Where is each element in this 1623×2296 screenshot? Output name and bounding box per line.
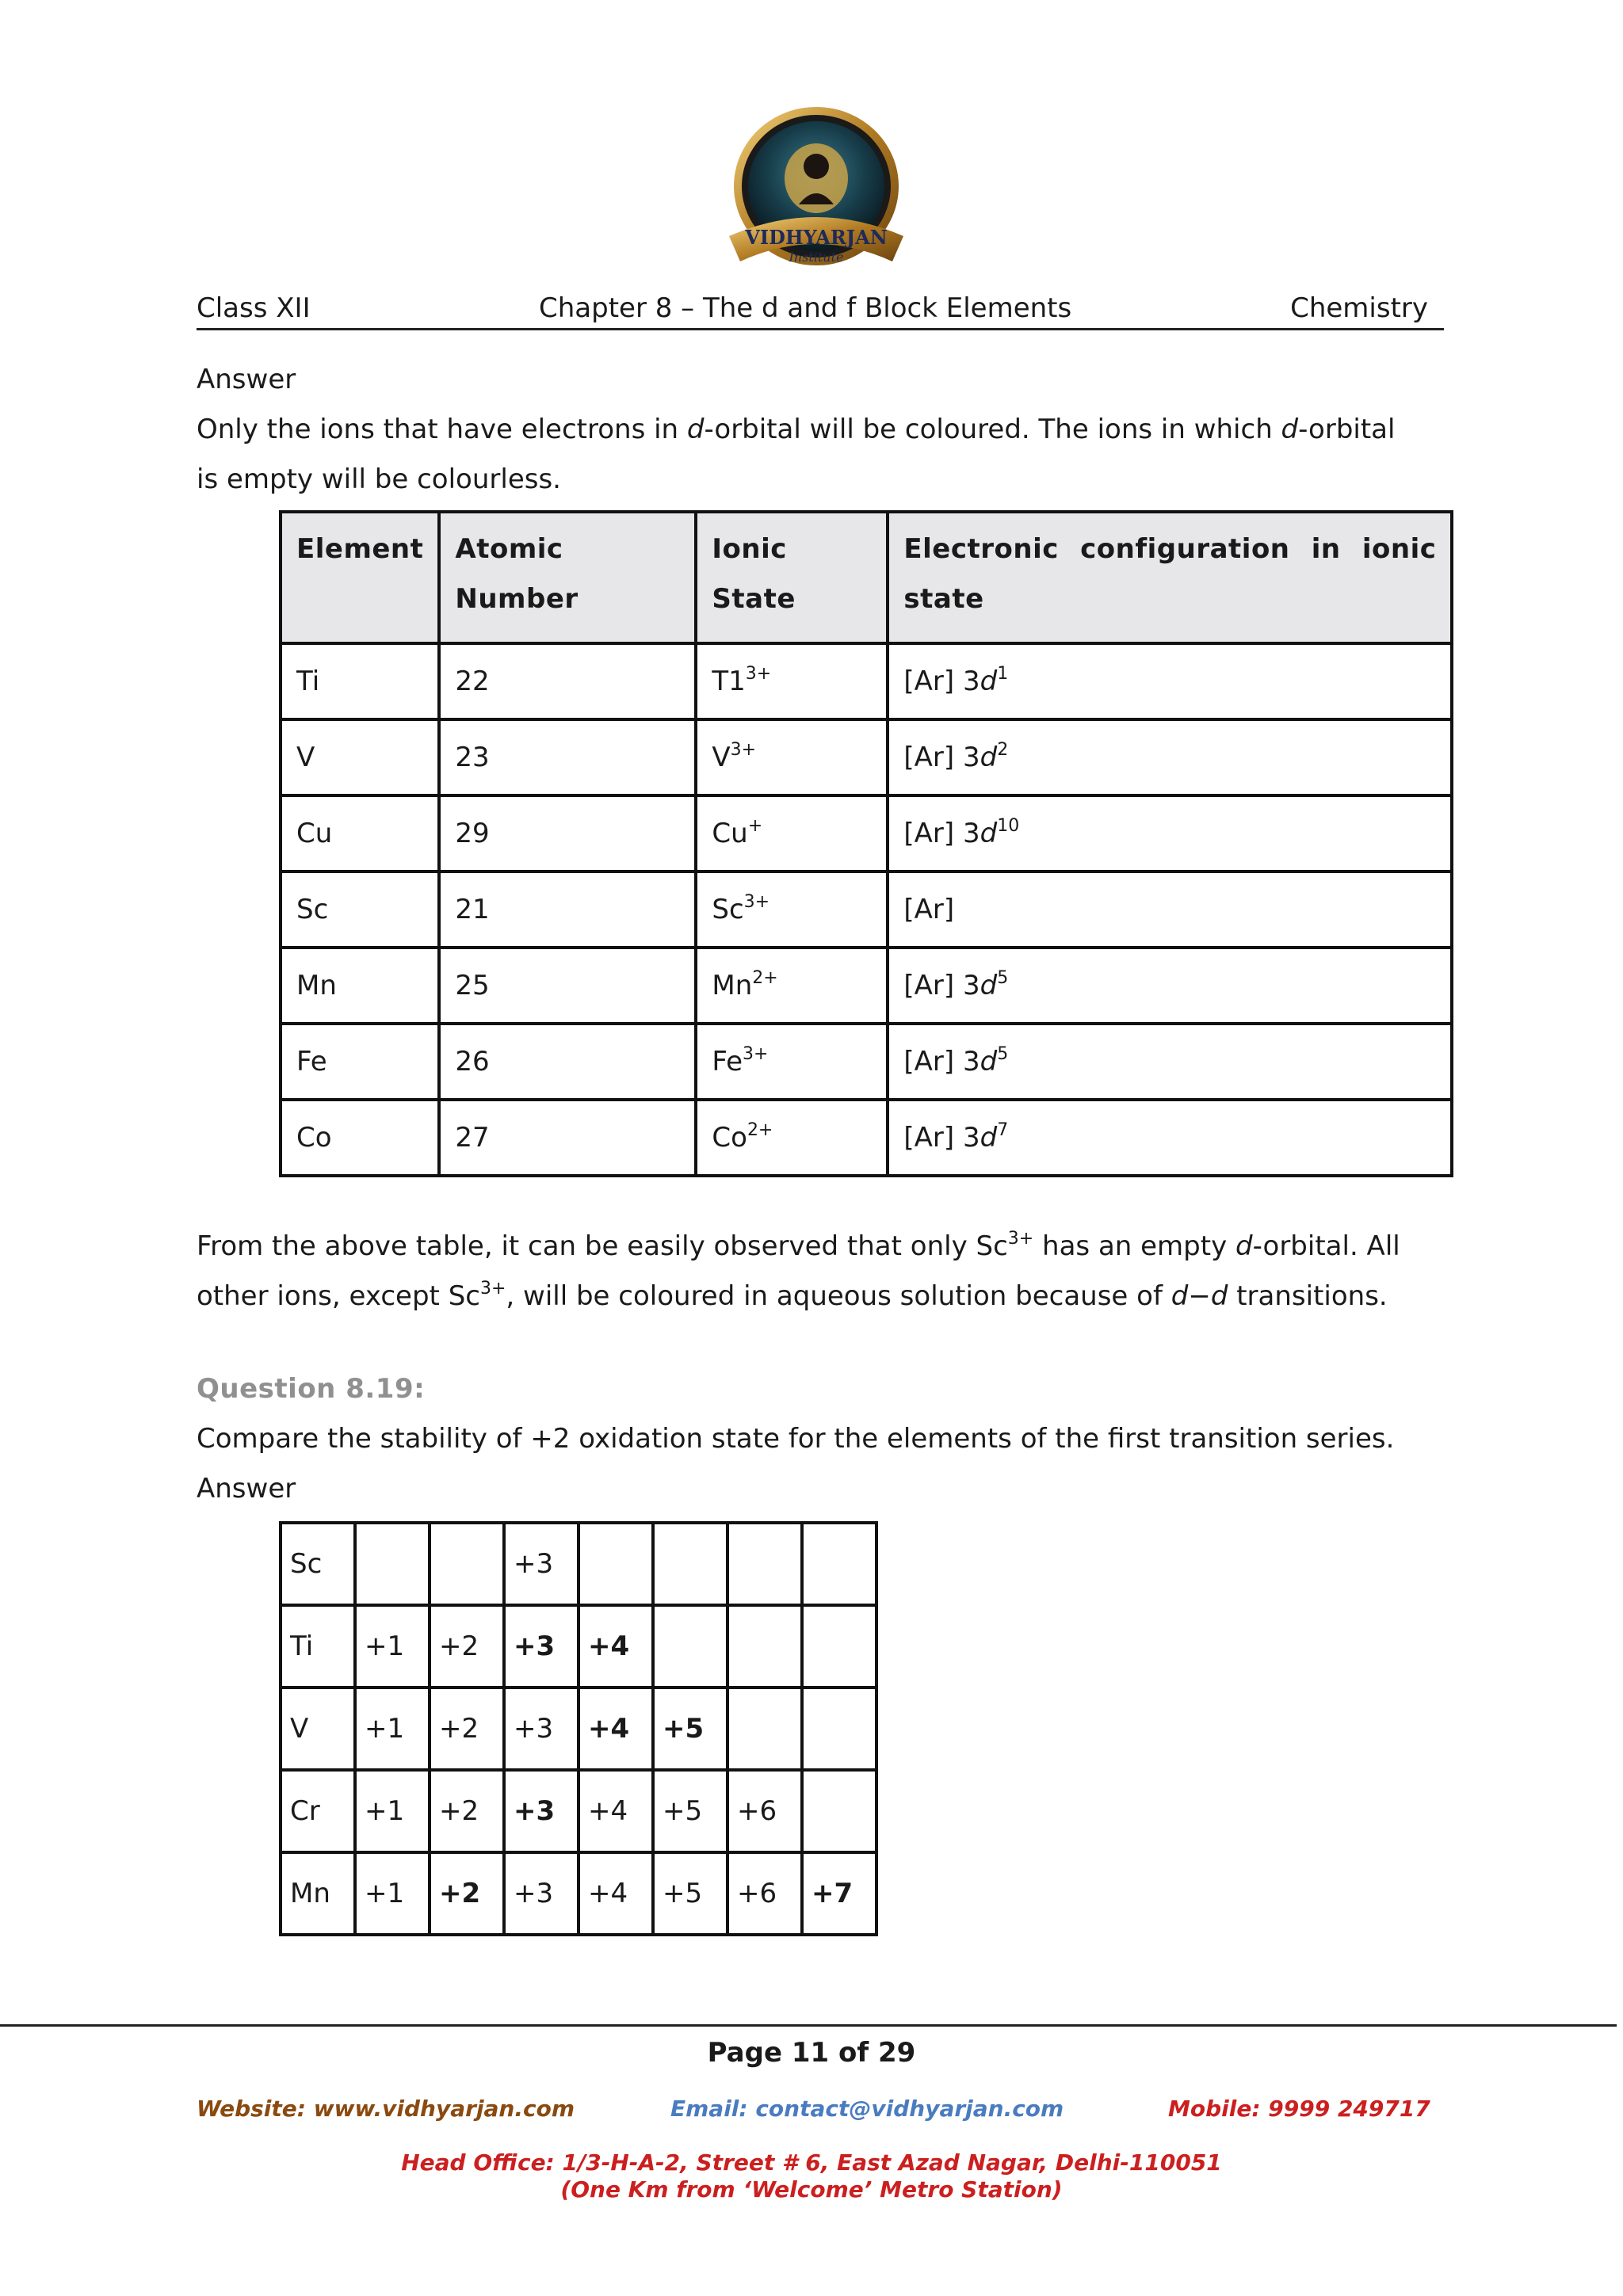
header-ionic-state: Ionic State xyxy=(696,512,888,643)
table-header-row xyxy=(281,512,1452,643)
cell-configuration: [Ar] $3d^7$ xyxy=(888,1100,1452,1176)
cell-oxidation-state xyxy=(653,1523,727,1605)
cell-ionic-state: $Co^{2+}$ xyxy=(696,1100,888,1176)
cell-configuration: [Ar] $3d^1$ xyxy=(888,643,1452,719)
cell-oxidation-state xyxy=(430,1523,504,1605)
cell-element: Cu xyxy=(281,795,439,871)
cell-oxidation-state: +4 xyxy=(579,1770,653,1852)
table-row xyxy=(281,948,1452,1024)
table-row xyxy=(281,1688,876,1770)
logo-subtitle: Institute xyxy=(789,250,844,265)
cell-oxidation-state xyxy=(653,1605,727,1688)
footer-divider xyxy=(0,2024,1617,2027)
cell-element: Mn xyxy=(281,1852,355,1935)
cell-oxidation-state: +1 xyxy=(355,1770,430,1852)
cell-oxidation-state: +3 xyxy=(504,1852,579,1935)
cell-oxidation-state xyxy=(355,1523,430,1605)
page-header xyxy=(197,288,1444,330)
cell-oxidation-state: +5 xyxy=(653,1688,727,1770)
table-row xyxy=(281,1605,876,1688)
footer-email[interactable]: Email: contact@vidhyarjan.com xyxy=(670,2096,1064,2122)
conclusion-line2: other ions, except $Sc^{3+}$, will be coloured in aqueous solution because of d−d transitions. xyxy=(197,1278,1388,1312)
cell-oxidation-state: +4 xyxy=(579,1605,653,1688)
cell-element: V xyxy=(281,1688,355,1770)
cell-element: Sc xyxy=(281,871,439,948)
footer-mobile: Mobile: 9999 249717 xyxy=(1168,2096,1430,2122)
footer-website[interactable]: Website: www.vidhyarjan.com xyxy=(197,2096,575,2122)
cell-ionic-state: $V^{3+}$ xyxy=(696,719,888,795)
cell-oxidation-state xyxy=(579,1523,653,1605)
answer-text-line2: is empty will be colourless. xyxy=(197,463,561,495)
question-title: Question 8.19: xyxy=(197,1373,426,1405)
cell-oxidation-state xyxy=(802,1688,876,1770)
cell-oxidation-state: +2 xyxy=(430,1770,504,1852)
cell-element: Mn xyxy=(281,948,439,1024)
oxidation-states-table xyxy=(279,1521,878,1936)
cell-atomic-number: 22 xyxy=(439,643,696,719)
ionic-configuration-table xyxy=(279,510,1453,1177)
cell-oxidation-state: +6 xyxy=(727,1770,802,1852)
cell-configuration: [Ar] $3d^5$ xyxy=(888,948,1452,1024)
cell-atomic-number: 25 xyxy=(439,948,696,1024)
page-number: Page 11 of 29 xyxy=(707,2037,916,2069)
cell-oxidation-state: +3 xyxy=(504,1688,579,1770)
cell-oxidation-state xyxy=(727,1688,802,1770)
cell-element: Ti xyxy=(281,643,439,719)
cell-oxidation-state xyxy=(802,1770,876,1852)
cell-oxidation-state: +3 xyxy=(504,1523,579,1605)
table-row xyxy=(281,1024,1452,1100)
cell-ionic-state: $Mn^{2+}$ xyxy=(696,948,888,1024)
cell-element: Cr xyxy=(281,1770,355,1852)
cell-configuration: [Ar] xyxy=(888,871,1452,948)
cell-oxidation-state: +2 xyxy=(430,1852,504,1935)
cell-atomic-number: 21 xyxy=(439,871,696,948)
cell-configuration: [Ar] $3d^2$ xyxy=(888,719,1452,795)
cell-oxidation-state xyxy=(802,1523,876,1605)
cell-atomic-number: 27 xyxy=(439,1100,696,1176)
cell-oxidation-state: +4 xyxy=(579,1852,653,1935)
table-row xyxy=(281,719,1452,795)
cell-oxidation-state: +4 xyxy=(579,1688,653,1770)
header-element: Element xyxy=(281,512,439,643)
header-electronic-configuration: Electronic configuration in ionic state xyxy=(888,512,1452,643)
cell-oxidation-state: +6 xyxy=(727,1852,802,1935)
cell-ionic-state: Cu+ xyxy=(696,795,888,871)
answer-label-2: Answer xyxy=(197,1473,296,1505)
header-class: Class XII xyxy=(197,292,311,324)
question-text: Compare the stability of +2 oxidation state for the elements of the first transition series. xyxy=(197,1423,1395,1455)
header-subject: Chemistry xyxy=(1290,292,1428,324)
cell-oxidation-state: +3 xyxy=(504,1605,579,1688)
cell-oxidation-state: +1 xyxy=(355,1605,430,1688)
cell-element: Sc xyxy=(281,1523,355,1605)
footer-address: Head Office: 1/3-H-A-2, Street # 6, East Azad Nagar, Delhi-110051 xyxy=(401,2149,1222,2176)
cell-oxidation-state xyxy=(727,1523,802,1605)
cell-oxidation-state xyxy=(727,1605,802,1688)
table-row xyxy=(281,795,1452,871)
cell-oxidation-state: +3 xyxy=(504,1770,579,1852)
cell-element: Fe xyxy=(281,1024,439,1100)
table-row xyxy=(281,1770,876,1852)
cell-oxidation-state xyxy=(802,1605,876,1688)
answer-text-line1: Only the ions that have electrons in d-orbital will be coloured. The ions in which d-orbital xyxy=(197,414,1396,445)
cell-oxidation-state: +5 xyxy=(653,1770,727,1852)
cell-oxidation-state: +1 xyxy=(355,1852,430,1935)
cell-oxidation-state: +7 xyxy=(802,1852,876,1935)
cell-element: Co xyxy=(281,1100,439,1176)
logo-name: VIDHYARJAN xyxy=(745,226,888,249)
header-atomic-number: Atomic Number xyxy=(439,512,696,643)
cell-ionic-state: $T1^{3+}$ xyxy=(696,643,888,719)
table-row xyxy=(281,1100,1452,1176)
cell-oxidation-state: +2 xyxy=(430,1605,504,1688)
cell-oxidation-state: +5 xyxy=(653,1852,727,1935)
institute-logo xyxy=(713,103,919,293)
cell-atomic-number: 26 xyxy=(439,1024,696,1100)
conclusion-line1: From the above table, it can be easily observed that only $Sc^{3+}$ has an empty d-orbital. All xyxy=(197,1228,1400,1262)
cell-oxidation-state: +1 xyxy=(355,1688,430,1770)
cell-ionic-state: $Sc^{3+}$ xyxy=(696,871,888,948)
answer-label: Answer xyxy=(197,364,296,395)
cell-element: Ti xyxy=(281,1605,355,1688)
cell-configuration: [Ar] $3d^5$ xyxy=(888,1024,1452,1100)
footer-landmark: (One Km from ‘Welcome’ Metro Station) xyxy=(560,2176,1063,2203)
table-row xyxy=(281,643,1452,719)
table-row xyxy=(281,1852,876,1935)
header-chapter: Chapter 8 – The d and f Block Elements xyxy=(539,292,1072,324)
table-row xyxy=(281,871,1452,948)
table-row xyxy=(281,1523,876,1605)
cell-atomic-number: 23 xyxy=(439,719,696,795)
cell-configuration: [Ar] $3d^{10}$ xyxy=(888,795,1452,871)
cell-element: V xyxy=(281,719,439,795)
cell-atomic-number: 29 xyxy=(439,795,696,871)
cell-oxidation-state: +2 xyxy=(430,1688,504,1770)
cell-ionic-state: $Fe^{3+}$ xyxy=(696,1024,888,1100)
